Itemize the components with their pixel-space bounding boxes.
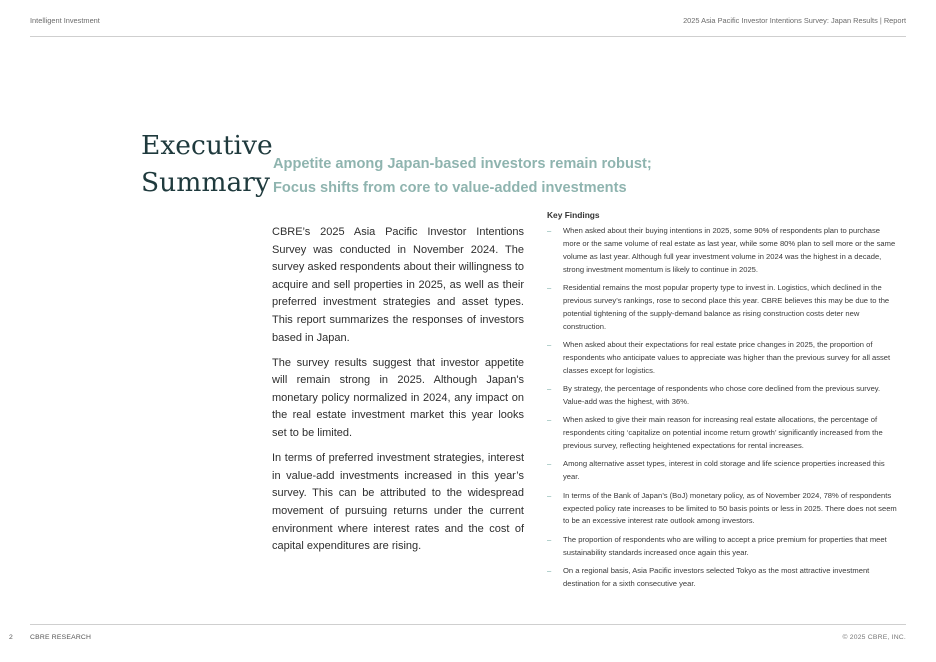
key-finding-text: By strategy, the percentage of respondents who chose core declined from the previous survey. Value-add was the highest, with 36%. (563, 384, 881, 407)
dash-bullet-icon: – (547, 490, 552, 500)
dash-bullet-icon: – (547, 415, 552, 425)
dash-bullet-icon: – (547, 534, 552, 544)
key-finding-item (547, 414, 897, 453)
dash-bullet-icon: – (547, 459, 552, 469)
key-finding-text: When asked about their buying intentions in 2025, some 90% of respondents plan to purchase more or the same volume of real estate as last year, while some 80% plan to sell more or the same volume as last year. Although full year investment volume in 2024 was the highest in a decade, strong investment momentum is likely to continue in 2025. (563, 226, 896, 274)
header-section-label: Intelligent Investment (30, 16, 100, 25)
dash-bullet-icon: – (547, 565, 552, 575)
body-paragraph: The survey results suggest that investor appetite will remain strong in 2025. Although Japan's monetary policy normalized in 2024, any impact on the real estate investment market this year looks set to be limited. (272, 356, 524, 440)
header-report-title: 2025 Asia Pacific Investor Intentions Survey: Japan Results | Report (683, 16, 906, 25)
key-finding-item (547, 383, 897, 409)
key-finding-item (547, 534, 897, 560)
key-finding-text: Residential remains the most popular property type to invest in. Logistics, which declined in the previous survey’s rankings, rose to second place this year. CBRE believes this may be due to the potential tightening of the supply-demand balance as rising construction costs deter new construction. (563, 283, 890, 331)
key-findings-list (547, 225, 897, 591)
footer-copyright: © 2025 CBRE, INC. (842, 634, 906, 641)
footer-divider (30, 624, 906, 625)
body-paragraph: CBRE’s 2025 Asia Pacific Investor Intentions Survey was conducted in November 2024. The survey asked respondents about their willingness to acquire and sell properties in 2025, as well as their preferred investment strategies and asset types. This report summarizes the responses of investors based in Japan. (272, 226, 524, 344)
dash-bullet-icon: – (547, 283, 552, 293)
page-title-line-2: Summary (141, 167, 270, 198)
key-finding-text: Among alternative asset types, interest in cold storage and life science properties increased this year. (563, 459, 885, 482)
key-finding-text: On a regional basis, Asia Pacific investors selected Tokyo as the most attractive investment destination for a sixth consecutive year. (563, 565, 870, 588)
dash-bullet-icon: – (547, 226, 552, 235)
key-finding-item (547, 565, 897, 591)
page-subtitle-line-2: Focus shifts from core to value-added investments (273, 180, 627, 196)
header-divider (30, 36, 906, 37)
key-finding-text: The proportion of respondents who are willing to accept a price premium for properties that meet sustainability standards increased once again this year. (563, 534, 887, 557)
page-title-line-1: Executive (141, 130, 273, 161)
key-finding-item (547, 339, 897, 378)
body-paragraph: In terms of preferred investment strategies, interest in value-add investments increased in this year’s survey. This can be attributed to the widespread movement of pursuing returns under the current environment where interest rates and the cost of capital expenditures are rising. (272, 452, 524, 553)
key-finding-text: When asked to give their main reason for increasing real estate allocations, the percentage of respondents citing ‘capitalize on potential income return growth’ significantly increased from the previous survey, reflecting heightened expectations for rental increases. (563, 415, 883, 451)
page-subtitle (273, 152, 693, 200)
key-finding-text: When asked about their expectations for real estate price changes in 2025, the proportion of respondents who anticipate values to appreciate was higher than the previous survey for all asset classes except for logistics. (563, 340, 891, 375)
footer-brand: CBRE RESEARCH (30, 634, 92, 641)
key-finding-item (547, 458, 897, 484)
page-subtitle-line-1: Appetite among Japan-based investors remain robust; (273, 156, 652, 172)
key-finding-item (547, 282, 897, 334)
body-text-column (272, 224, 524, 563)
key-findings-panel (547, 210, 897, 596)
page-title (141, 127, 273, 201)
dash-bullet-icon: – (547, 340, 552, 350)
key-finding-item (547, 490, 897, 529)
page-number: 2 (9, 634, 13, 641)
key-finding-item (547, 225, 897, 277)
key-finding-text: In terms of the Bank of Japan’s (BoJ) monetary policy, as of November 2024, 78% of respondents expected policy rate increases to be limited to 50 basis points or less in 2025. There does not seem to be an excessive interest rate outlook among investors. (563, 490, 897, 526)
key-findings-title: Key Findings (547, 210, 600, 220)
dash-bullet-icon: – (547, 384, 552, 394)
